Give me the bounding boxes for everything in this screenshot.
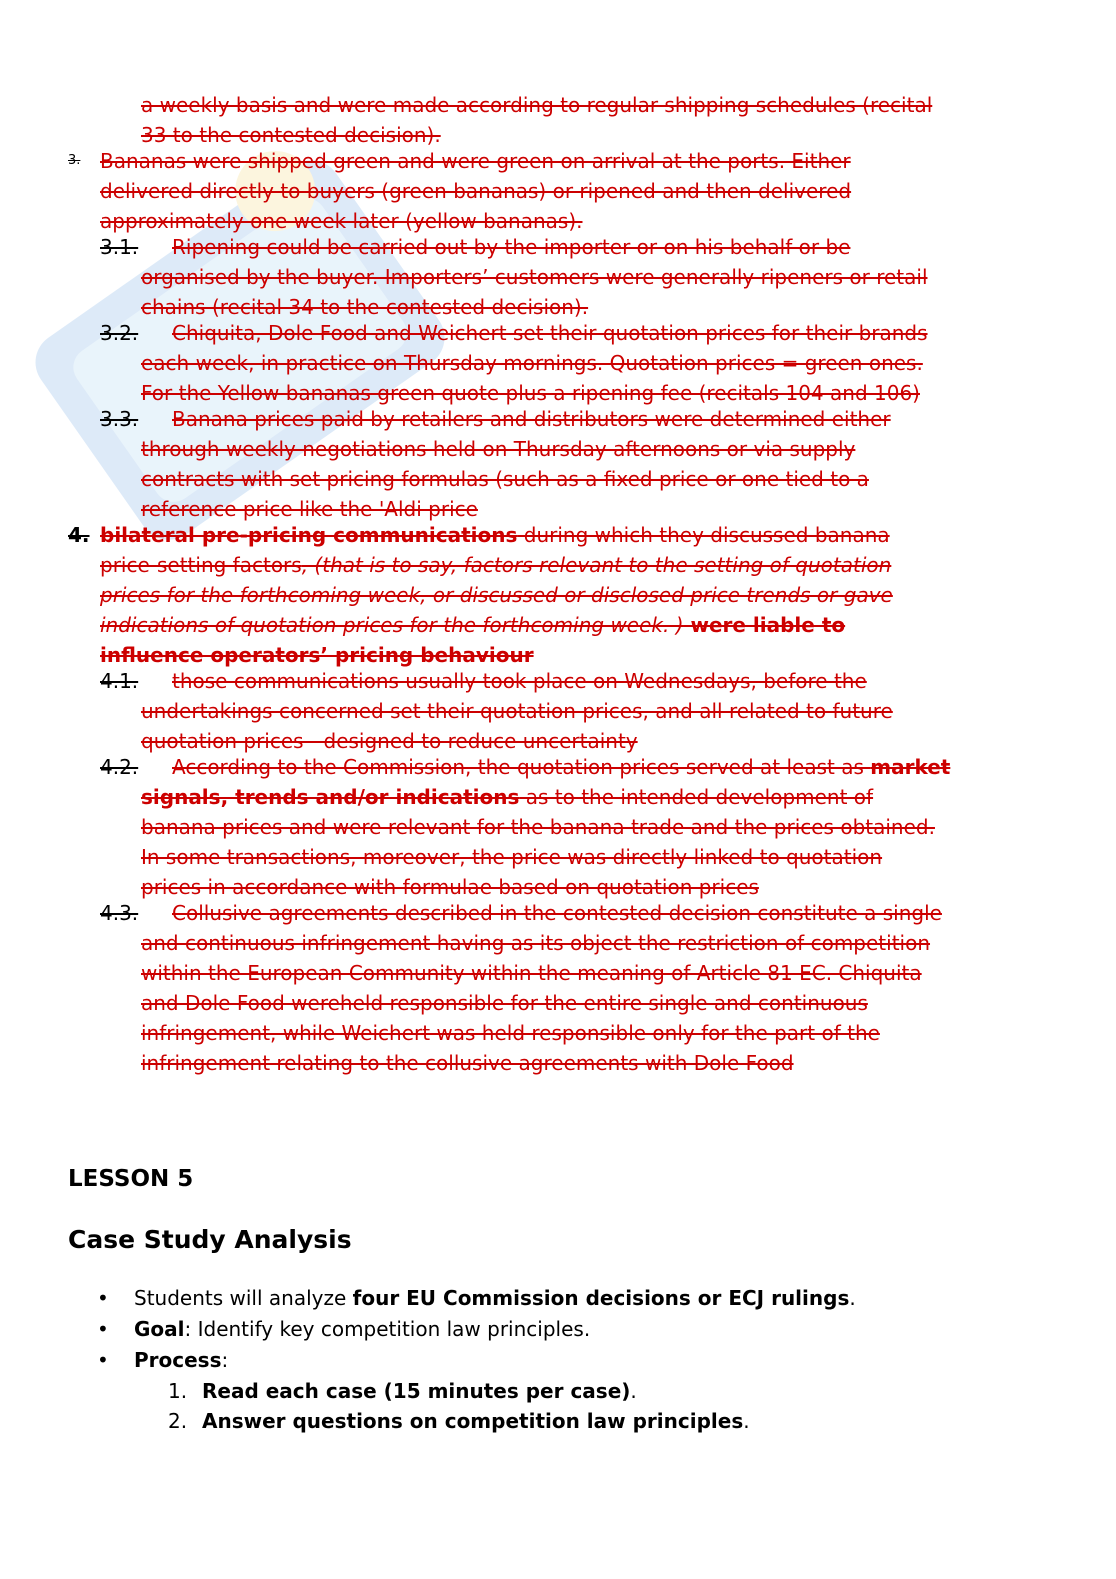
list-item-line: infringement relating to the collusive agreements with Dole Food (141, 1051, 794, 1075)
bullet-text (134, 1317, 590, 1341)
list-item-line: organised by the buyer. Importers’ customers were generally ripeners or retail (141, 265, 928, 289)
list-item-line: undertakings concerned set their quotation prices, and all related to future (141, 699, 893, 723)
list-item-line: Ripening could be carried out by the importer or on his behalf or be (172, 235, 851, 259)
bold-phrase: Read each case (15 minutes per case) (202, 1379, 631, 1403)
bullet-glyph: • (97, 1286, 109, 1310)
list-item-line: and Dole Food wereheld responsible for the entire single and continuous (141, 991, 868, 1015)
section-heading: Case Study Analysis (68, 1225, 352, 1254)
list-item-line: through weekly negotiations held on Thursday afternoons or via supply (141, 437, 856, 461)
list-number: 3.1. (100, 235, 139, 259)
list-item-line: reference price like the 'Aldi price (141, 497, 478, 521)
bold-phrase: signals, trends and/or indications (141, 785, 520, 809)
list-item-line: Bananas were shipped green and were green on arrival at the ports. Either (100, 149, 851, 173)
list-item-line: For the Yellow bananas green quote plus a ripening fee (recitals 104 and 106) (141, 381, 920, 405)
bold-phrase: market (870, 755, 951, 779)
step-text (202, 1409, 750, 1433)
list-number: 4. (68, 523, 90, 547)
list-item-line: chains (recital 34 to the contested decision). (141, 295, 589, 319)
text-run: According to the Commission, the quotation prices served at least as (172, 755, 871, 779)
text-run: as to the intended development of (519, 785, 874, 809)
lesson-heading: LESSON 5 (68, 1166, 194, 1192)
bold-phrase: bilateral pre-pricing communications (100, 523, 518, 547)
text-run: . (630, 1379, 637, 1403)
list-number: 4.2. (100, 755, 139, 779)
list-number: 4.1. (100, 669, 139, 693)
list-item-line: prices in accordance with formulae based on quotation prices (141, 875, 759, 899)
list-item-line: infringement, while Weichert was held responsible only for the part of the (141, 1021, 880, 1045)
list-item-line: approximately one week later (yellow bananas). (100, 209, 583, 233)
text-run: . (743, 1409, 750, 1433)
list-item-line: delivered directly to buyers (green bananas) or ripened and then delivered (100, 179, 852, 203)
list-item-line: and continuous infringement having as its object the restriction of competition (141, 931, 931, 955)
list-number: 3. (68, 153, 81, 168)
list-item-line: prices for the forthcoming week, or discussed or disclosed price trends or gave (100, 583, 893, 607)
list-item-line (141, 782, 873, 812)
list-item-line: influence operators’ pricing behaviour (100, 643, 534, 667)
list-item-line: In some transactions, moreover, the price was directly linked to quotation (141, 845, 883, 869)
list-item-line: quotation prices - designed to reduce uncertainty (141, 729, 638, 753)
italic-phrase: , (that is to say, factors relevant to the setting of quotation (301, 553, 892, 577)
list-item-line (172, 752, 950, 782)
text-run: . (849, 1286, 856, 1310)
bold-phrase: Goal (134, 1317, 185, 1341)
bullet-text (134, 1348, 228, 1372)
list-number: 3.3. (100, 407, 139, 431)
bold-phrase: Process (134, 1348, 222, 1372)
list-item-line (100, 520, 890, 550)
bullet-text (134, 1286, 856, 1310)
list-item-line: Banana prices paid by retailers and distributors were determined either (172, 407, 891, 431)
step-text (202, 1379, 637, 1403)
text-run: : (221, 1348, 229, 1372)
bullet-glyph: • (97, 1317, 109, 1341)
list-number: 3.2. (100, 321, 139, 345)
list-number: 4.3. (100, 901, 139, 925)
list-item-line: within the European Community within the meaning of Article 81 EC. Chiquita (141, 961, 922, 985)
bullet-glyph: • (97, 1348, 109, 1372)
list-item-line: banana prices and were relevant for the banana trade and the prices obtained. (141, 815, 935, 839)
text-run: : Identify key competition law principles. (184, 1317, 591, 1341)
step-number: 1. (168, 1379, 188, 1403)
list-item-line: contracts with set pricing formulas (such as a fixed price or one tied to a (141, 467, 869, 491)
continuation-line: a weekly basis and were made according to regular shipping schedules (recital (141, 93, 933, 117)
bold-phrase: four EU Commission decisions or ECJ rulings (352, 1286, 850, 1310)
list-item-line: those communications usually took place on Wednesdays, before the (172, 669, 867, 693)
step-number: 2. (168, 1409, 188, 1433)
text-run: price-setting factors (100, 553, 302, 577)
list-item-line (100, 610, 845, 640)
continuation-line: 33 to the contested decision). (141, 123, 441, 147)
list-item-line: each week, in practice on Thursday mornings. Quotation prices = green ones. (141, 351, 923, 375)
list-item-line: Chiquita, Dole Food and Weichert set their quotation prices for their brands (172, 321, 928, 345)
bold-phrase: were liable to (683, 613, 846, 637)
list-item-line: Collusive agreements described in the contested decision constitute a single (172, 901, 942, 925)
list-item-line (100, 550, 891, 580)
text-run: during which they discussed banana (517, 523, 890, 547)
text-run: Students will analyze (134, 1286, 353, 1310)
italic-phrase: indications of quotation prices for the forthcoming week. ) (100, 613, 684, 637)
bold-phrase: Answer questions on competition law principles (202, 1409, 744, 1433)
